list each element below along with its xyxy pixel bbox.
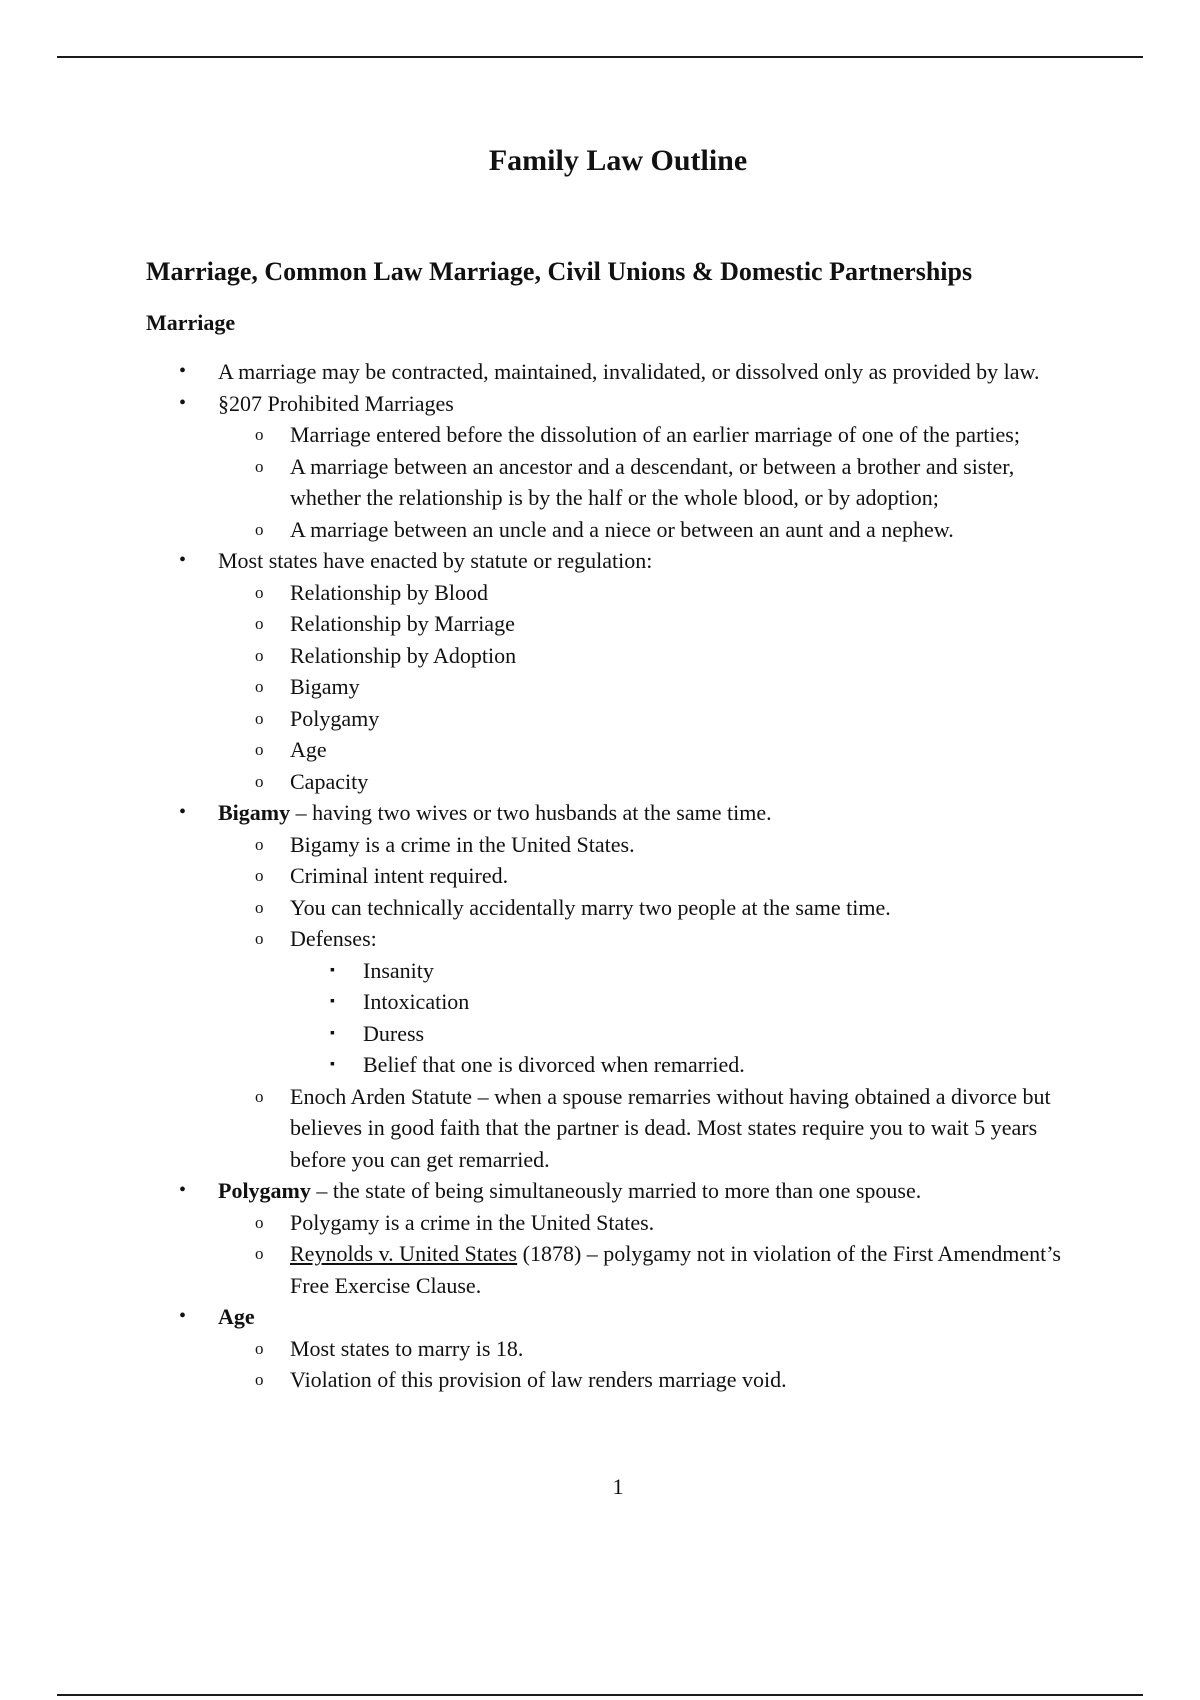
sub-item (0, 1238, 1200, 1301)
circle-bullet-icon: o (255, 740, 264, 759)
square-bullet-icon: ▪ (330, 1025, 335, 1041)
circle-bullet-icon: o (255, 1212, 264, 1232)
sub-item (0, 514, 1200, 546)
sub-item (0, 1207, 1200, 1239)
item-text: A marriage between an uncle and a niece or between an aunt and a nephew. (290, 516, 954, 542)
item-text: Most states to marry is 18. (290, 1335, 524, 1361)
page-title: Family Law Outline (488, 144, 748, 177)
circle-bullet-icon: o (255, 866, 264, 885)
term-polygamy: Polygamy (218, 1178, 311, 1203)
sub-item (0, 419, 1200, 451)
item-text: Relationship by Adoption (290, 642, 517, 668)
item-text: Duress (363, 1020, 425, 1046)
subheading-marriage: Marriage (146, 310, 236, 335)
outline-item-age (0, 1301, 1200, 1333)
item-text: Bigamy (290, 674, 360, 699)
item-text: Bigamy is a crime in the United States. (290, 831, 635, 857)
item-text: Capacity (290, 768, 369, 794)
item-text: Violation of this provision of law renders marriage void. (290, 1367, 787, 1392)
term-bigamy: Bigamy (218, 800, 291, 825)
sub-item (0, 1364, 1200, 1396)
item-text: Enoch Arden Statute – when a spouse remarries without having obtained a divorce but believes in good faith that the partner is dead. Most states require you to wait 5 years before you can get remarried. (290, 1083, 1051, 1172)
item-text: Marriage entered before the dissolution of an earlier marriage of one of the parties; (290, 422, 1020, 447)
term-age: Age (218, 1304, 255, 1329)
square-bullet-icon: ▪ (330, 962, 335, 978)
sub-item (0, 703, 1200, 735)
item-text: Polygamy (290, 705, 380, 731)
sub-item (0, 923, 1200, 955)
circle-bullet-icon: o (255, 929, 264, 948)
circle-bullet-icon: o (255, 1370, 264, 1389)
sub-item (0, 1081, 1200, 1176)
item-text: Polygamy is a crime in the United States. (290, 1209, 655, 1235)
circle-bullet-icon: o (255, 614, 264, 633)
outline (0, 356, 1200, 1396)
sub-sub-item (0, 1049, 1200, 1081)
page-number: 1 (612, 1474, 624, 1499)
circle-bullet-icon: o (255, 1338, 264, 1358)
circle-bullet-icon: o (255, 645, 264, 665)
item-text: A marriage may be contracted, maintained, invalidated, or dissolved only as provided by law. (218, 359, 1040, 384)
bullet-icon: • (179, 801, 187, 823)
sub-item (0, 671, 1200, 703)
item-text: Defenses: (290, 926, 377, 951)
square-bullet-icon: ▪ (330, 994, 335, 1009)
outline-item (0, 388, 1200, 420)
item-text: Insanity (363, 957, 434, 983)
outline-item (0, 545, 1200, 577)
item-text: Belief that one is divorced when remarried. (363, 1052, 745, 1077)
circle-bullet-icon: o (255, 708, 264, 728)
top-rule (57, 56, 1143, 58)
square-bullet-icon: ▪ (330, 1057, 335, 1072)
item-text: Most states have enacted by statute or regulation: (218, 548, 653, 573)
sub-item (0, 829, 1200, 861)
sub-item (0, 766, 1200, 798)
definition-text: – having two wives or two husbands at the same time. (290, 800, 772, 825)
sub-sub-item (0, 986, 1200, 1018)
circle-bullet-icon: o (255, 1244, 264, 1263)
circle-bullet-icon: o (255, 456, 264, 476)
bullet-icon: • (179, 549, 187, 571)
item-text: Relationship by Blood (290, 579, 488, 605)
sub-sub-item (0, 1018, 1200, 1050)
circle-bullet-icon: o (255, 897, 264, 917)
sub-item (0, 1333, 1200, 1365)
item-text: You can technically accidentally marry two people at the same time. (290, 894, 891, 920)
item-text: (1878) – polygamy not in violation of the First Amendment’s Free Exercise Clause. (290, 1241, 1061, 1298)
circle-bullet-icon: o (255, 582, 264, 602)
circle-bullet-icon: o (255, 834, 264, 854)
sub-sub-item (0, 955, 1200, 987)
bullet-icon: • (179, 391, 187, 414)
item-text: A marriage between an ancestor and a descendant, or between a brother and sister, whether the relationship is by the half or the whole blood, or by adoption; (290, 453, 1015, 510)
outline-item-polygamy (0, 1175, 1200, 1207)
bullet-icon: • (179, 1179, 187, 1201)
circle-bullet-icon: o (255, 1086, 264, 1106)
sub-item (0, 451, 1200, 514)
definition-text: – the state of being simultaneously married to more than one spouse. (310, 1178, 922, 1203)
circle-bullet-icon: o (255, 677, 264, 696)
case-name: Reynolds v. United States (290, 1241, 518, 1266)
outline-item-bigamy (0, 797, 1200, 829)
outline-list (0, 356, 1200, 1396)
bullet-icon: • (179, 1305, 187, 1327)
sub-item (0, 640, 1200, 672)
section-heading: Marriage, Common Law Marriage, Civil Unions & Domestic Partnerships (146, 257, 973, 286)
sub-item (0, 577, 1200, 609)
sub-item (0, 734, 1200, 766)
circle-bullet-icon: o (255, 425, 264, 444)
item-text: Age (290, 737, 327, 762)
item-text: Intoxication (363, 989, 470, 1014)
item-text: Relationship by Marriage (290, 611, 515, 636)
bottom-rule (57, 1694, 1143, 1696)
outline-item (0, 356, 1200, 388)
bullet-icon: • (179, 360, 187, 382)
circle-bullet-icon: o (255, 771, 264, 791)
sub-item (0, 892, 1200, 924)
circle-bullet-icon: o (255, 519, 264, 539)
item-text: Criminal intent required. (290, 863, 509, 888)
sub-item (0, 860, 1200, 892)
item-text: §207 Prohibited Marriages (218, 390, 454, 416)
sub-item (0, 608, 1200, 640)
